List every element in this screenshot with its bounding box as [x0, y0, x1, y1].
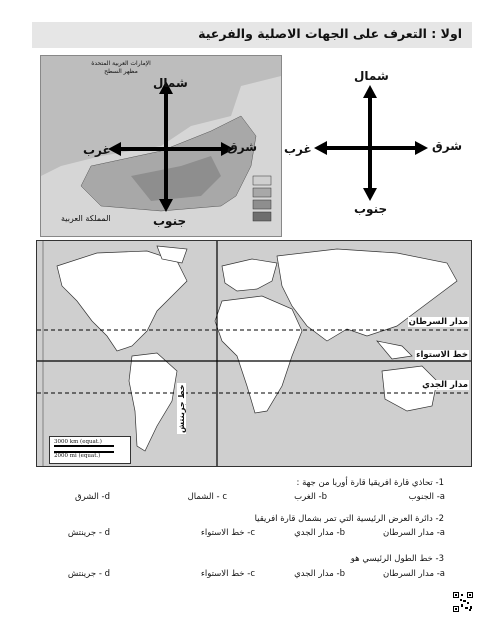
- map-scale: [49, 436, 131, 464]
- question-1-options: [40, 492, 445, 504]
- map-west-label: غرب: [83, 143, 111, 157]
- neighbor-label: المملكة العربية: [61, 214, 111, 223]
- map-north-label: شمال: [153, 76, 188, 90]
- map-caption-2: مظهر السطح: [104, 68, 138, 75]
- uae-map: [40, 55, 282, 237]
- world-map-graphic: [37, 241, 471, 466]
- equator-label: خط الاستواء: [416, 350, 468, 360]
- compass: [282, 65, 472, 225]
- tropic-of-cancer-label: مدار السرطان: [408, 317, 468, 327]
- page-title: اولا : التعرف على الجهات الاصلية والفرعية: [198, 26, 462, 41]
- q1-option-b[interactable]: b- الغرب: [294, 492, 327, 502]
- q3-option-d[interactable]: d - جرينتش: [67, 569, 110, 579]
- question-3-text: 3- خط الطول الرئيسي هو: [350, 554, 444, 564]
- scale-bar-mi: [54, 451, 114, 453]
- map-south-label: جنوب: [153, 214, 187, 228]
- map-east-label: شرق: [227, 140, 257, 154]
- q3-option-c[interactable]: c- خط الاستواء: [200, 569, 255, 579]
- title-bar: [32, 22, 472, 48]
- q3-option-b[interactable]: b- مدار الجدي: [294, 569, 345, 579]
- question-2-options: [40, 528, 445, 540]
- question-1-text: 1- تحاذي قارة افريقيا قارة أوربا من جهة :: [296, 478, 444, 488]
- compass-north-label: شمال: [354, 69, 389, 83]
- scale-km: 3000 km (equat.): [54, 439, 102, 445]
- q2-option-b[interactable]: b- مدار الجدي: [294, 528, 345, 538]
- q2-option-a[interactable]: a- مدار السرطان: [383, 528, 445, 538]
- greenwich-label: خط جرينتش: [177, 384, 186, 433]
- question-2-text: 2- دائرة العرض الرئيسية التي تمر بشمال قارة افريقيا: [254, 514, 444, 524]
- scale-bar-km: [54, 445, 114, 447]
- compass-west-label: غرب: [284, 142, 312, 156]
- world-map: [36, 240, 472, 467]
- compass-east-label: شرق: [432, 139, 462, 153]
- q1-option-c[interactable]: c - الشمال: [187, 492, 227, 502]
- q1-option-d[interactable]: d- الشرق: [75, 492, 110, 502]
- q1-option-a[interactable]: a- الجنوب: [408, 492, 445, 502]
- question-3-options: [40, 569, 445, 581]
- tropic-of-capricorn-label: مدار الجدي: [422, 380, 468, 390]
- q2-option-d[interactable]: d - جرينتش: [67, 528, 110, 538]
- compass-south-label: جنوب: [354, 202, 388, 216]
- q3-option-a[interactable]: a- مدار السرطان: [383, 569, 445, 579]
- scale-mi: 2000 mi (equat.): [54, 453, 101, 459]
- qr-code-icon: [453, 592, 473, 612]
- map-caption-1: الإمارات العربية المتحدة: [91, 60, 151, 67]
- q2-option-c[interactable]: c- خط الاستواء: [200, 528, 255, 538]
